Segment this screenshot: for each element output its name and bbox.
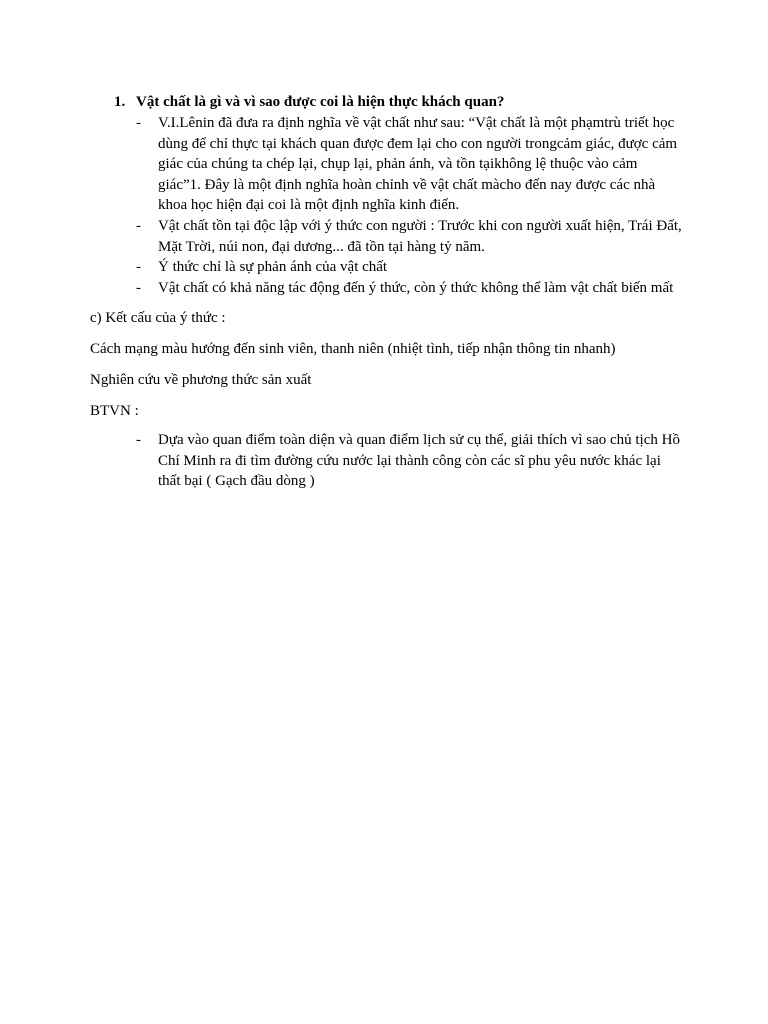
bullet-text: Ý thức chỉ là sự phản ánh của vật chất [158, 259, 388, 276]
question-number: 1. [114, 94, 126, 110]
bullet-text: V.I.Lênin đã đưa ra định nghĩa về vật chất như sau: “Vật chất là một phạmtrù triết học dùng để chỉ thực tại khách quan được đem lại cho con người trongcảm giác, được cảm giác của chúng ta chép lại, chụp lại, phản ánh, và tồn tạikhông lệ thuộc vào cảm giác”1. Đây là một định nghĩa hoàn chỉnh về vật chất màcho đến nay được các nhà khoa học hiện đại coi là một định nghĩa kinh điển. [158, 115, 678, 214]
bullet-dash: - [136, 432, 141, 448]
list-item [0, 216, 684, 257]
list-item [0, 278, 684, 299]
paragraph-color-revolution: Cách mạng màu hướng đến sinh viên, thanh niên (nhiệt tình, tiếp nhận thông tin nhanh) [90, 341, 616, 357]
answer-bullet-list [0, 113, 768, 298]
bullet-dash: - [136, 259, 141, 276]
list-item [0, 430, 684, 492]
section-heading-consciousness: c) Kết cấu của ý thức : [90, 310, 226, 326]
question-heading [0, 92, 768, 113]
bullet-text: Vật chất tồn tại độc lập với ý thức con người : Trước khi con người xuất hiện, Trái Đất, Mặt Trời, núi non, đại dương... đã tồn tại hàng tỷ năm. [158, 217, 682, 255]
homework-label: BTVN : [90, 403, 139, 419]
question-title: Vật chất là gì và vì sao được coi là hiện thực khách quan? [136, 94, 505, 110]
list-item [0, 113, 684, 216]
paragraph-production-mode: Nghiên cứu về phương thức sản xuất [90, 372, 312, 388]
list-item [0, 257, 684, 278]
bullet-dash: - [136, 217, 141, 234]
bullet-text: Dựa vào quan điểm toàn diện và quan điểm lịch sử cụ thể, giải thích vì sao chủ tịch Hồ Chí Minh ra đi tìm đường cứu nước lại thành công còn các sĩ phu yêu nước khác lại thất bại ( Gạch đầu dòng ) [158, 432, 680, 490]
bullet-dash: - [136, 279, 141, 296]
bullet-text: Vật chất có khả năng tác động đến ý thức, còn ý thức không thể làm vật chất biến mất [158, 279, 674, 296]
bullet-dash: - [136, 115, 141, 131]
homework-bullet-list [0, 430, 768, 492]
